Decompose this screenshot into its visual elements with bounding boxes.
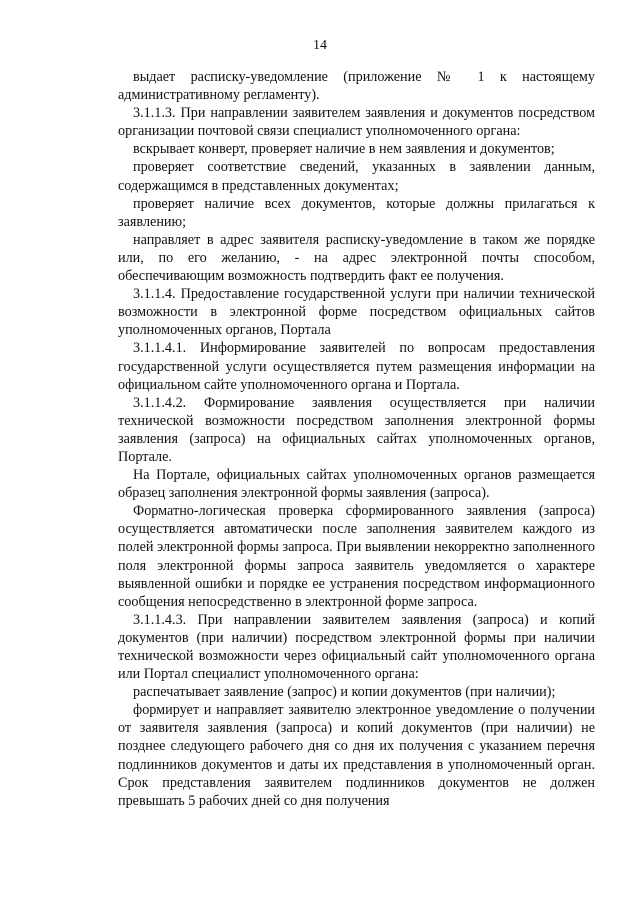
paragraph: проверяет наличие всех документов, которые должны прилагаться к заявлению; (118, 195, 595, 230)
paragraph: 3.1.1.3. При направлении заявителем заявления и документов посредством организации почтовой связи специалист уполномоченного органа: (118, 105, 595, 140)
paragraph: распечатывает заявление (запрос) и копии документов (при наличии); (133, 684, 556, 701)
paragraph: направляет в адрес заявителя расписку-уведомление в таком же порядке или, по его желанию, - на адрес электронной почты способом, обеспечивающим возможность подтвердить факт ее получения. (118, 231, 595, 285)
paragraph: проверяет соответствие сведений, указанных в заявлении данным, содержащимся в представленных документах; (118, 159, 595, 194)
paragraph: выдает расписку-уведомление (приложение № 1 к настоящему административному регламенту). (118, 69, 595, 104)
document-body (118, 68, 595, 810)
paragraph: Форматно-логическая проверка сформированного заявления (запроса) осуществляется автоматически после заполнения заявителем каждого из полей электронной формы запроса. При выявлении некорректно заполненного поля электронной формы запроса заявитель уведомляется о характере выявленной ошибки и порядке ее устранения посредством информационного сообщения непосредственно в электронной форме запроса. (118, 503, 595, 610)
paragraph: вскрывает конверт, проверяет наличие в нем заявления и документов; (133, 141, 555, 158)
paragraph: 3.1.1.4.2. Формирование заявления осуществляется при наличии технической возможности посредством заполнения электронной формы заявления (запроса) на официальных сайтах уполномоченных органов, Портале. (118, 394, 595, 465)
paragraph: 3.1.1.4. Предоставление государственной услуги при наличии технической возможности в электронной форме посредством официальных сайтов уполномоченных органов, Портала (118, 286, 595, 339)
paragraph: На Портале, официальных сайтах уполномоченных органов размещается образец заполнения электронной формы заявления (запроса). (118, 467, 595, 502)
paragraph: формирует и направляет заявителю электронное уведомление о получении от заявителя заявления (запроса) и копий документов (при наличии) не позднее следующего рабочего дня со дня их получения с указанием перечня подлинников документов и даты их представления в уполномоченный орган. Срок представления заявителем подлинников документов не должен превышать 5 рабочих дней со дня получения (118, 702, 595, 809)
paragraph: 3.1.1.4.1. Информирование заявителей по вопросам предоставления государственной услуги осуществляется путем размещения информации на официальном сайте уполномоченного органа и Портала. (118, 340, 595, 393)
page-number: 14 (313, 38, 327, 53)
paragraph: 3.1.1.4.3. При направлении заявителем заявления (запроса) и копий документов (при наличии) посредством электронной формы при наличии технической возможности через официальный сайт уполномоченного органа или Портал специалист уполномоченного органа: (118, 611, 595, 683)
